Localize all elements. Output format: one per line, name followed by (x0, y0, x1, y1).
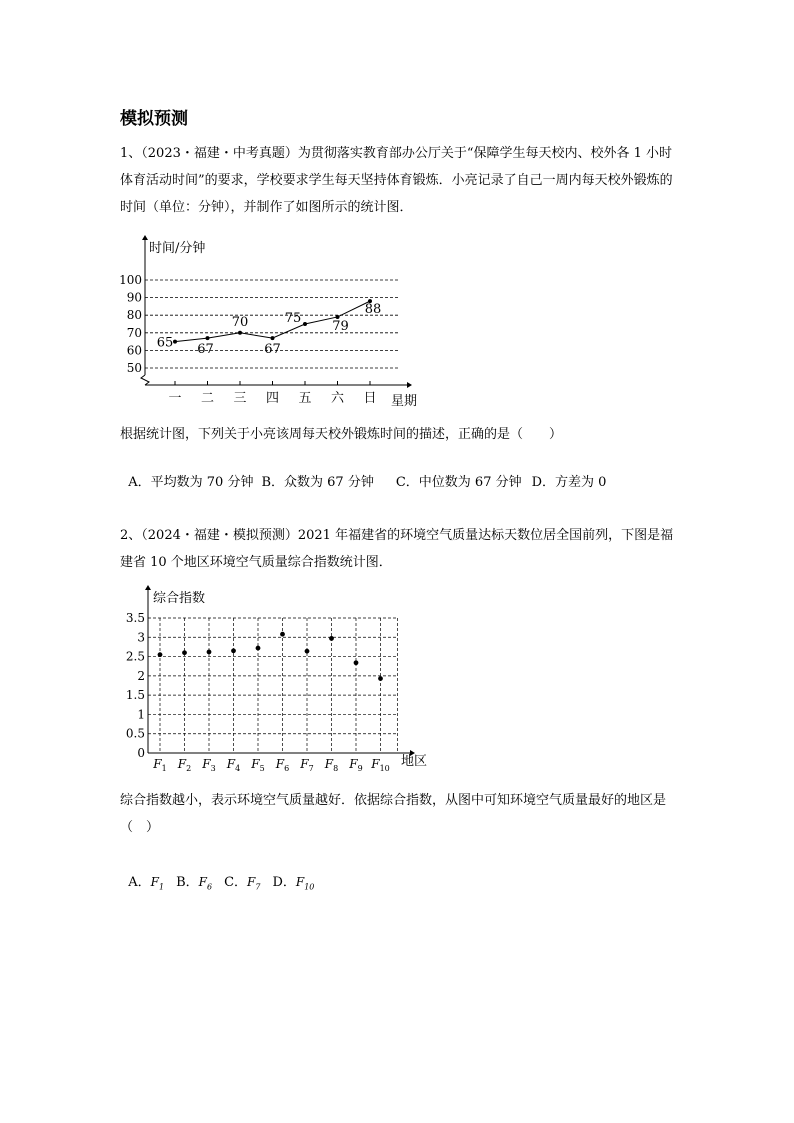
data-point (238, 331, 242, 335)
question-1-options (120, 456, 606, 490)
line-chart-weekly-exercise (115, 235, 435, 415)
data-label: 79 (332, 318, 349, 334)
y-tick-label: 60 (126, 343, 142, 358)
option-c[interactable]: C．中位数为 67 分钟 (395, 475, 522, 490)
data-point (329, 636, 334, 641)
y-axis-arrow (145, 585, 151, 590)
data-label: 65 (156, 335, 174, 351)
option-c[interactable]: C．$F_7$ (224, 875, 261, 892)
question-2-text: 2、（2024・福建・模拟预测）2021 年福建省的环境空气质量达标天数位居全国前列，下图是福建省 10 个地区环境空气质量综合指数统计图． (120, 528, 674, 570)
y-axis-label: 综合指数 (153, 591, 206, 606)
option-d-var: $F_{10}$ (295, 875, 315, 892)
data-point (378, 676, 383, 681)
data-point (173, 340, 177, 344)
x-tick-label: $F_1$ (153, 757, 167, 773)
y-axis-label: 时间/分钟 (149, 241, 206, 256)
x-tick-label: $F_5$ (251, 757, 265, 773)
x-axis-label: 星期 (391, 394, 418, 409)
y-tick-label: 80 (126, 308, 142, 323)
data-point (303, 322, 307, 326)
x-tick-label: 五 (298, 391, 312, 406)
x-tick-label: 六 (330, 391, 345, 406)
data-point (231, 648, 236, 653)
y-tick-label: 0.5 (125, 726, 145, 741)
data-label: 88 (364, 302, 382, 318)
x-tick-label: $F_{10}$ (371, 757, 390, 773)
axis-break (141, 375, 149, 385)
scatter-chart-air-quality (118, 585, 438, 780)
data-point (271, 336, 275, 340)
x-tick-label: 日 (363, 391, 377, 406)
data-point (280, 632, 285, 637)
data-label: 70 (231, 314, 249, 330)
data-point (305, 649, 310, 654)
y-tick-label: 90 (126, 290, 142, 305)
x-tick-label: $F_2$ (177, 757, 192, 773)
x-tick-label: $F_6$ (275, 757, 290, 773)
x-tick-label: 四 (265, 391, 280, 406)
x-tick-label: $F_3$ (202, 757, 216, 773)
option-a[interactable]: A．平均数为 70 分钟 (128, 475, 254, 490)
option-b[interactable]: B．$F_6$ (176, 875, 213, 892)
y-tick-label: 1.5 (125, 688, 145, 703)
y-tick-label: 70 (126, 325, 142, 340)
option-b[interactable]: B．众数为 67 分钟 (261, 475, 374, 490)
data-point (354, 660, 359, 665)
data-point (182, 650, 187, 655)
x-tick-label: 三 (233, 391, 247, 406)
x-tick-label: 二 (200, 391, 215, 406)
x-axis-label: 地区 (401, 754, 428, 769)
y-tick-label: 2 (137, 668, 145, 683)
question-2-prompt: 综合指数越小，表示环境空气质量越好．依据综合指数，从图中可知环境空气质量最好的地区是（ ） (120, 793, 667, 835)
y-tick-label: 3 (137, 630, 145, 645)
y-axis-arrow (142, 235, 148, 240)
data-point (256, 646, 261, 651)
question-1-text: 1、（2023・福建・中考真题）为贯彻落实教育部办公厅关于“保障学生每天校内、校外各 1 小时体育活动时间”的要求，学校要求学生每天坚持体育锻炼．小亮记录了自己一周内每天校外锻炼的时间（单位：分钟），并制作了如图所示的统计图． (120, 146, 673, 215)
x-tick-label: $F_7$ (300, 757, 314, 773)
option-a[interactable]: A．$F_1$ (128, 875, 165, 892)
y-tick-label: 2.5 (125, 649, 145, 664)
y-tick-label: 0 (137, 746, 145, 760)
data-point (158, 652, 163, 657)
data-label: 67 (264, 342, 281, 358)
option-a-var: $F_1$ (150, 875, 165, 892)
data-point (207, 650, 212, 655)
data-label: 75 (284, 311, 302, 326)
section-heading: 模拟预测 (120, 109, 188, 129)
option-c-var: $F_7$ (247, 875, 261, 892)
x-tick-label: 一 (168, 391, 182, 406)
data-point (206, 336, 210, 340)
y-tick-label: 50 (126, 361, 142, 375)
option-d[interactable]: D．$F_{10}$ (272, 875, 315, 892)
question-1-prompt: 根据统计图，下列关于小亮该周每天校外锻炼时间的描述，正确的是（ ） (120, 427, 563, 442)
option-d[interactable]: D．方差为 0 (531, 475, 607, 490)
x-axis-arrow (407, 382, 412, 388)
x-tick-label: $F_4$ (226, 757, 241, 773)
x-tick-label: $F_8$ (324, 757, 339, 773)
y-tick-label: 3.5 (125, 611, 145, 625)
option-b-var: $F_6$ (198, 875, 213, 892)
data-label: 67 (197, 342, 214, 358)
question-2-options (120, 856, 314, 891)
y-tick-label: 100 (119, 273, 142, 287)
x-tick-label: $F_9$ (349, 757, 363, 773)
y-tick-label: 1 (137, 707, 145, 722)
